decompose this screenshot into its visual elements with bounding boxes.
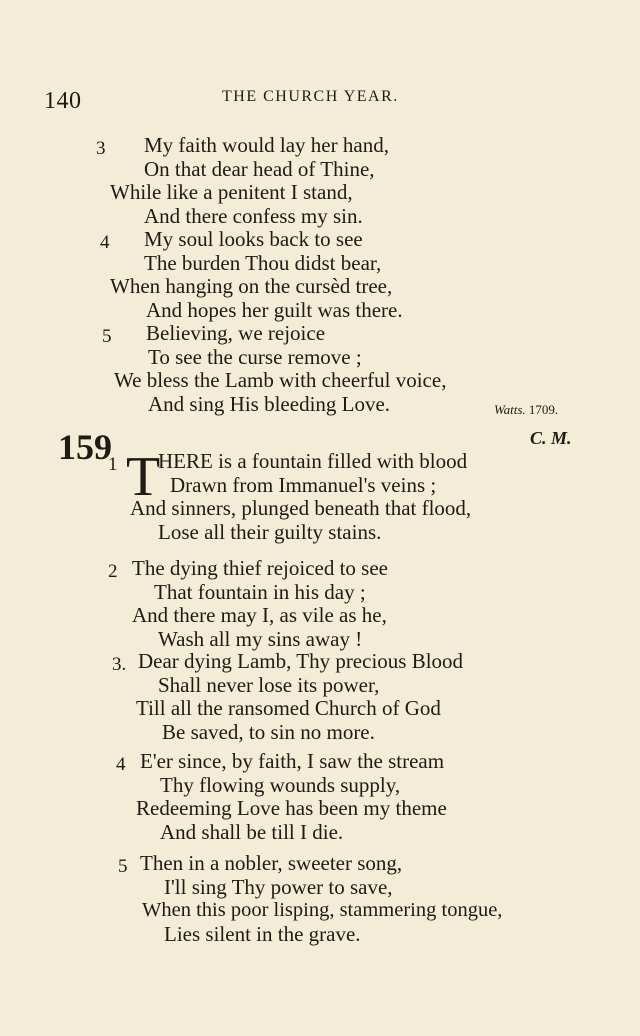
verse-line: The burden Thou didst bear, [144,250,382,275]
verse-line: Dear dying Lamb, Thy precious Blood [138,649,464,673]
verse-line: HERE is a fountain filled with blood [158,449,468,473]
verse-line: When hanging on the cursèd tree, [110,274,393,299]
verse-line: Lose all their guilty stains. [158,519,382,544]
verse-line: The dying thief rejoiced to see [132,556,388,580]
verse-line: And shall be till I die. [160,819,344,844]
running-title: THE CHURCH YEAR. [222,88,399,105]
drop-cap: T [126,446,161,508]
verse-line: Believing, we rejoice [146,321,326,345]
verse-line: Then in a nobler, sweeter song, [140,851,403,875]
stanza-number: 5 [118,856,128,877]
verse-line: Thy flowing wounds supply, [160,772,401,797]
verse-line: Wash all my sins away ! [158,626,363,651]
verse-line: On that dear head of Thine, [144,156,375,181]
verse-line: When this poor lisping, stammering tongue, [142,899,503,922]
hymn159-stanza-4 [116,749,447,844]
verse-line: My faith would lay her hand, [144,133,389,157]
verse-line: And sinners, plunged beneath that flood, [130,496,472,521]
hymn159-stanza-1 [108,446,472,544]
verse-line: We bless the Lamb with cheerful voice, [114,368,447,393]
hymn158-stanza-4 [100,227,403,322]
verse-line: Be saved, to sin no more. [162,719,375,744]
hymn158-stanza-5 [102,321,447,416]
verse-line: Redeeming Love has been my theme [136,796,447,821]
verse-line: E'er since, by faith, I saw the stream [140,749,445,773]
verse-line: To see the curse remove ; [148,344,362,369]
page-number: 140 [44,88,82,114]
stanza-number: 3. [112,654,127,675]
year: 1709. [528,402,559,417]
author-name: Watts. [494,402,526,417]
verse-line: Shall never lose its power, [158,672,380,697]
verse-line: And there confess my sin. [144,203,363,228]
hymn158-stanza-3 [96,133,389,228]
attribution [494,402,558,418]
verse-line: And sing His bleeding Love. [148,391,391,416]
verse-line: I'll sing Thy power to save, [164,874,393,899]
stanza-number: 2 [108,561,118,582]
hymn159-stanza-2 [108,556,388,651]
stanza-number: 4 [116,754,126,775]
verse-line: That fountain in his day ; [154,579,366,604]
verse-line: Till all the ransomed Church of God [136,696,441,721]
stanza-number: 3 [96,138,106,159]
verse-line: And there may I, as vile as he, [132,603,387,628]
verse-line: My soul looks back to see [144,227,363,251]
stanza-number: 5 [102,326,112,347]
hymn-meter: C. M. [530,428,572,448]
verse-line: Drawn from Immanuel's veins ; [170,472,437,497]
verse-line: While like a penitent I stand, [110,180,353,205]
verse-line: And hopes her guilt was there. [146,297,403,322]
hymn159-stanza-5 [118,851,503,946]
hymn159-stanza-3 [112,649,464,744]
stanza-number: 1 [108,454,118,475]
verse-line: Lies silent in the grave. [164,921,361,946]
stanza-number: 4 [100,232,110,253]
hymn-number: 159 [58,427,112,467]
